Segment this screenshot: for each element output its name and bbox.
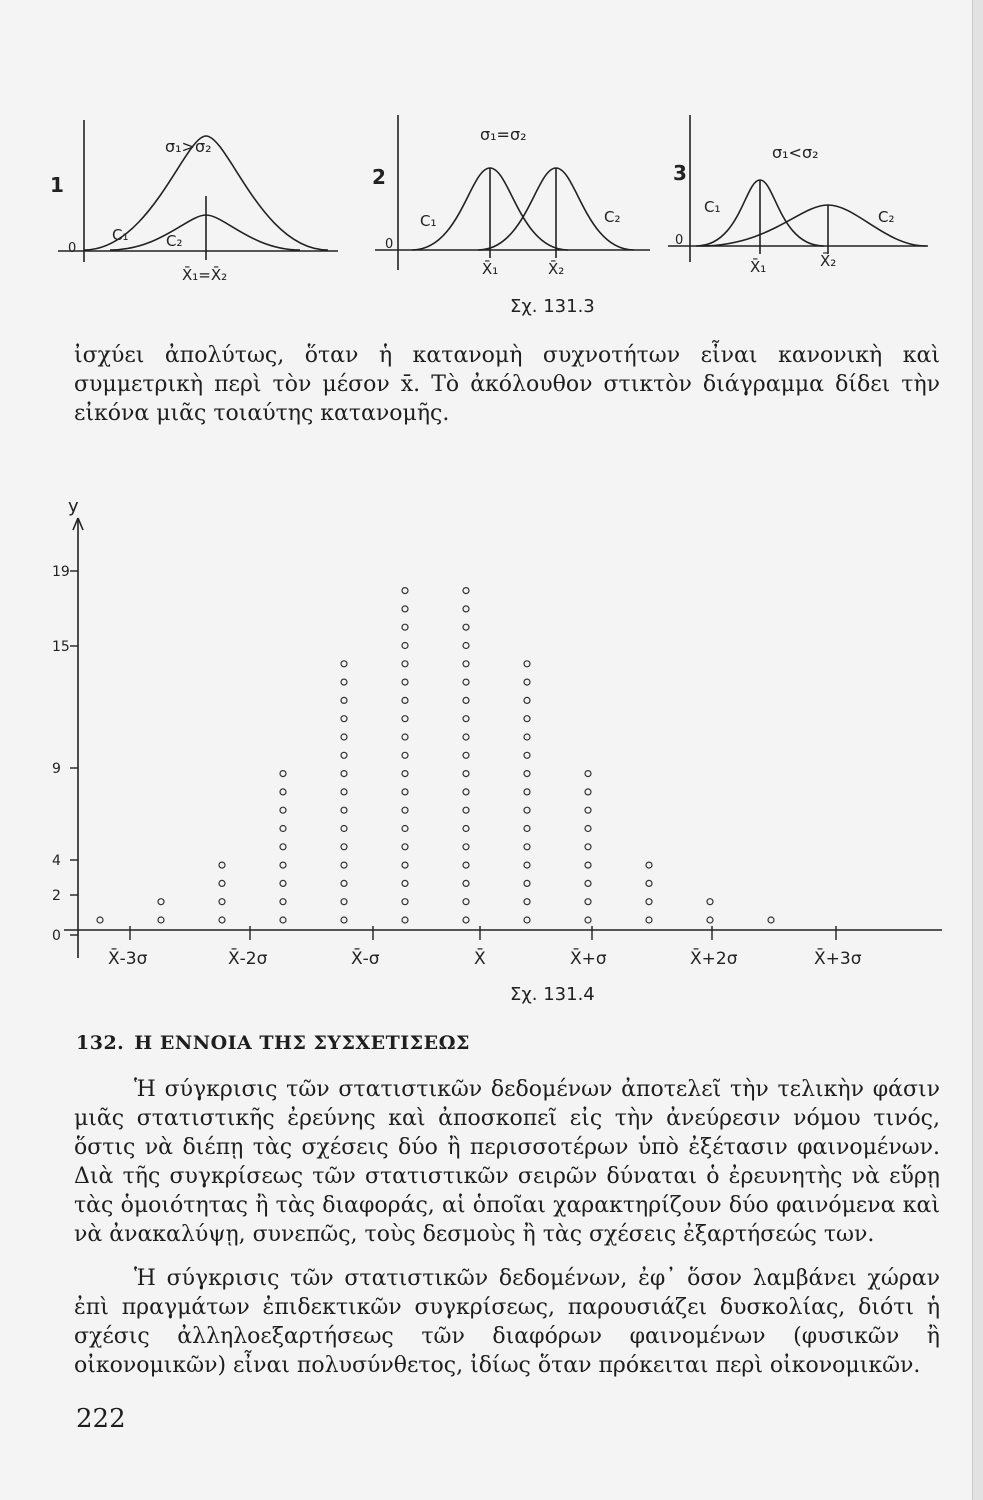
x-tick-label: X̄+2σ [690,949,738,969]
data-point [585,807,591,813]
data-point [402,752,408,758]
data-point [524,679,530,685]
data-point [463,679,469,685]
panel-2-c1: C₁ [420,212,437,230]
data-point [341,917,347,923]
data-point [585,880,591,886]
data-point [524,734,530,740]
data-point [280,807,286,813]
data-point [463,716,469,722]
data-point [341,844,347,850]
panel-2-number: 2 [372,165,386,189]
data-point [585,899,591,905]
data-point [585,789,591,795]
data-point [402,716,408,722]
data-point [402,826,408,832]
data-point [463,661,469,667]
data-point [463,789,469,795]
x-tick-label: X̄-3σ [108,949,148,969]
data-point [219,899,225,905]
data-point [524,661,530,667]
data-point [524,862,530,868]
x-tick-label: X̄-2σ [228,949,268,969]
panel-1-condition: σ₁>σ₂ [165,137,212,156]
data-point [585,826,591,832]
data-point [341,716,347,722]
data-point [402,697,408,703]
panel-2-c2: C₂ [604,208,621,226]
data-point [463,734,469,740]
data-point [280,862,286,868]
page-number: 222 [76,1404,126,1434]
data-point [524,752,530,758]
data-point [341,771,347,777]
x-tick-label: X̄+σ [570,949,607,969]
data-point [402,899,408,905]
y-tick-label: 0 [52,928,61,944]
panel-3-condition: σ₁<σ₂ [772,143,819,162]
data-point [341,697,347,703]
panel-2-xlabel-2: X̄₂ [548,260,565,278]
data-point [463,862,469,868]
panel-3-c2: C₂ [878,208,895,226]
data-point [524,826,530,832]
y-axis-label: y [68,496,79,517]
data-point [280,826,286,832]
data-point [341,862,347,868]
data-point [402,880,408,886]
data-point [402,917,408,923]
data-point [463,771,469,777]
data-point [463,880,469,886]
data-point [707,899,713,905]
figure-131-3-caption: Σχ. 131.3 [510,296,595,317]
y-tick-label: 19 [52,564,70,580]
data-point [402,661,408,667]
data-point [646,880,652,886]
panel-1-origin: 0 [68,241,77,256]
data-point [341,752,347,758]
data-point [524,880,530,886]
data-point [402,606,408,612]
data-point [402,643,408,649]
data-point [768,917,774,923]
data-point [585,862,591,868]
data-point [524,716,530,722]
data-point [646,862,652,868]
data-point [219,880,225,886]
data-point [341,679,347,685]
panel-1-number: 1 [50,173,64,197]
data-point [341,661,347,667]
data-point [646,917,652,923]
data-point [585,844,591,850]
panel-2-xlabel-1: X̄₁ [482,260,499,278]
section-heading [76,1032,480,1054]
panel-3-xlabel-1: X̄₁ [750,258,767,276]
data-point [341,826,347,832]
data-point [341,880,347,886]
data-point [524,899,530,905]
data-point [280,844,286,850]
data-point [402,734,408,740]
data-point [402,624,408,630]
data-point [463,643,469,649]
data-point [402,844,408,850]
panel-3-c1: C₁ [704,198,721,216]
data-point [219,862,225,868]
data-point [402,807,408,813]
data-point [280,880,286,886]
data-point [280,917,286,923]
panel-1-c1: C₁ [112,226,129,244]
data-point [280,899,286,905]
data-point [97,917,103,923]
data-point [158,917,164,923]
y-tick-label: 2 [52,888,61,904]
panel-2-origin: 0 [385,237,394,252]
data-point [341,734,347,740]
panel-1-xlabel: X̄₁=X̄₂ [182,266,228,284]
data-point [402,588,408,594]
data-point [524,917,530,923]
data-point [463,917,469,923]
data-point [463,697,469,703]
data-point [463,844,469,850]
data-point [585,771,591,777]
data-point [463,624,469,630]
panel-3-xlabel-2: X̄₂ [820,252,837,270]
data-point [524,789,530,795]
paragraph-3: Ἡ σύγκρισις τῶν στατιστικῶν δεδομένων, ἐφ᾽ ὅσον λαμβάνει χώραν ἐπὶ πραγμάτων ἐπιδεκτικῶν συγκρίσεως, παρουσιάζει δυσκολίας, διότι ἡ σχέσις ἀλληλοεξαρτήσεως τῶν διαφόρων φαινομένων (φυσικῶν ἢ οἰκονομικῶν) εἶναι πολυσύνθετος, ἰδίως ὅταν πρόκειται περὶ οἰκονομικῶν. [74,1266,940,1378]
paragraph-2: Ἡ σύγκρισις τῶν στατιστικῶν δεδομένων ἀποτελεῖ τὴν τελικὴν φάσιν μιᾶς στατιστικῆς ἐρεύνης καὶ ἀποσκοπεῖ εἰς τὴν ἀνεύρεσιν νόμου τινός, ὅστις νὰ διέπῃ τὰς σχέσεις δύο ἢ περισσοτέρων ὑπὸ ἐξέτασιν φαινομένων. Διὰ τῆς συγκρίσεως τῶν στατιστικῶν σειρῶν δύναται ὁ ἐρευνητὴς νὰ εὕρῃ τὰς ὁμοιότητας ἢ τὰς διαφοράς, αἱ ὁποῖαι χαρακτηρίζουν δύο φαινόμενα καὶ νὰ ἀνακαλύψῃ, συνεπῶς, τοὺς δεσμοὺς ἢ τὰς σχέσεις ἐξαρτήσεώς των. [74,1077,940,1247]
data-point [402,862,408,868]
data-point [524,807,530,813]
data-point [524,697,530,703]
paragraph-1: ἰσχύει ἀπολύτως, ὅταν ἡ κατανομὴ συχνοτήτων εἶναι κανονικὴ καὶ συμμετρικὴ περὶ τὸν μέσον x̄. Τὸ ἀκόλουθον στικτὸν διάγραμμα δίδει τὴν εἰκόνα μιᾶς τοιαύτης κατανομῆς. [74,343,940,426]
data-point [402,771,408,777]
x-tick-label: X̄-σ [351,949,380,969]
panel-1-c2: C₂ [166,232,183,250]
data-point [341,807,347,813]
data-point [463,826,469,832]
panel-3-number: 3 [673,161,687,185]
section-title: Η ΕΝΝΟΙΑ ΤΗΣ ΣΥΣΧΕΤΙΣΕΩΣ [134,1032,470,1054]
data-point [707,917,713,923]
data-point [402,789,408,795]
section-number: 132. [76,1032,125,1054]
data-point [463,606,469,612]
data-point [463,807,469,813]
x-tick-label: X̄ [474,949,486,969]
data-point [524,771,530,777]
panel-3-origin: 0 [675,233,684,248]
data-point [158,899,164,905]
data-point [219,917,225,923]
data-point [463,899,469,905]
y-tick-label: 4 [52,853,61,869]
x-tick-label: X̄+3σ [814,949,862,969]
y-tick-label: 15 [52,639,70,655]
data-point [463,752,469,758]
data-point [341,899,347,905]
data-point [646,899,652,905]
data-point [463,588,469,594]
figure-131-4-caption: Σχ. 131.4 [510,984,595,1005]
data-point [280,789,286,795]
data-point [524,844,530,850]
data-point [280,771,286,777]
y-tick-label: 9 [52,761,61,777]
data-point [585,917,591,923]
data-point [341,789,347,795]
data-point [402,679,408,685]
panel-2-condition: σ₁=σ₂ [480,125,527,144]
